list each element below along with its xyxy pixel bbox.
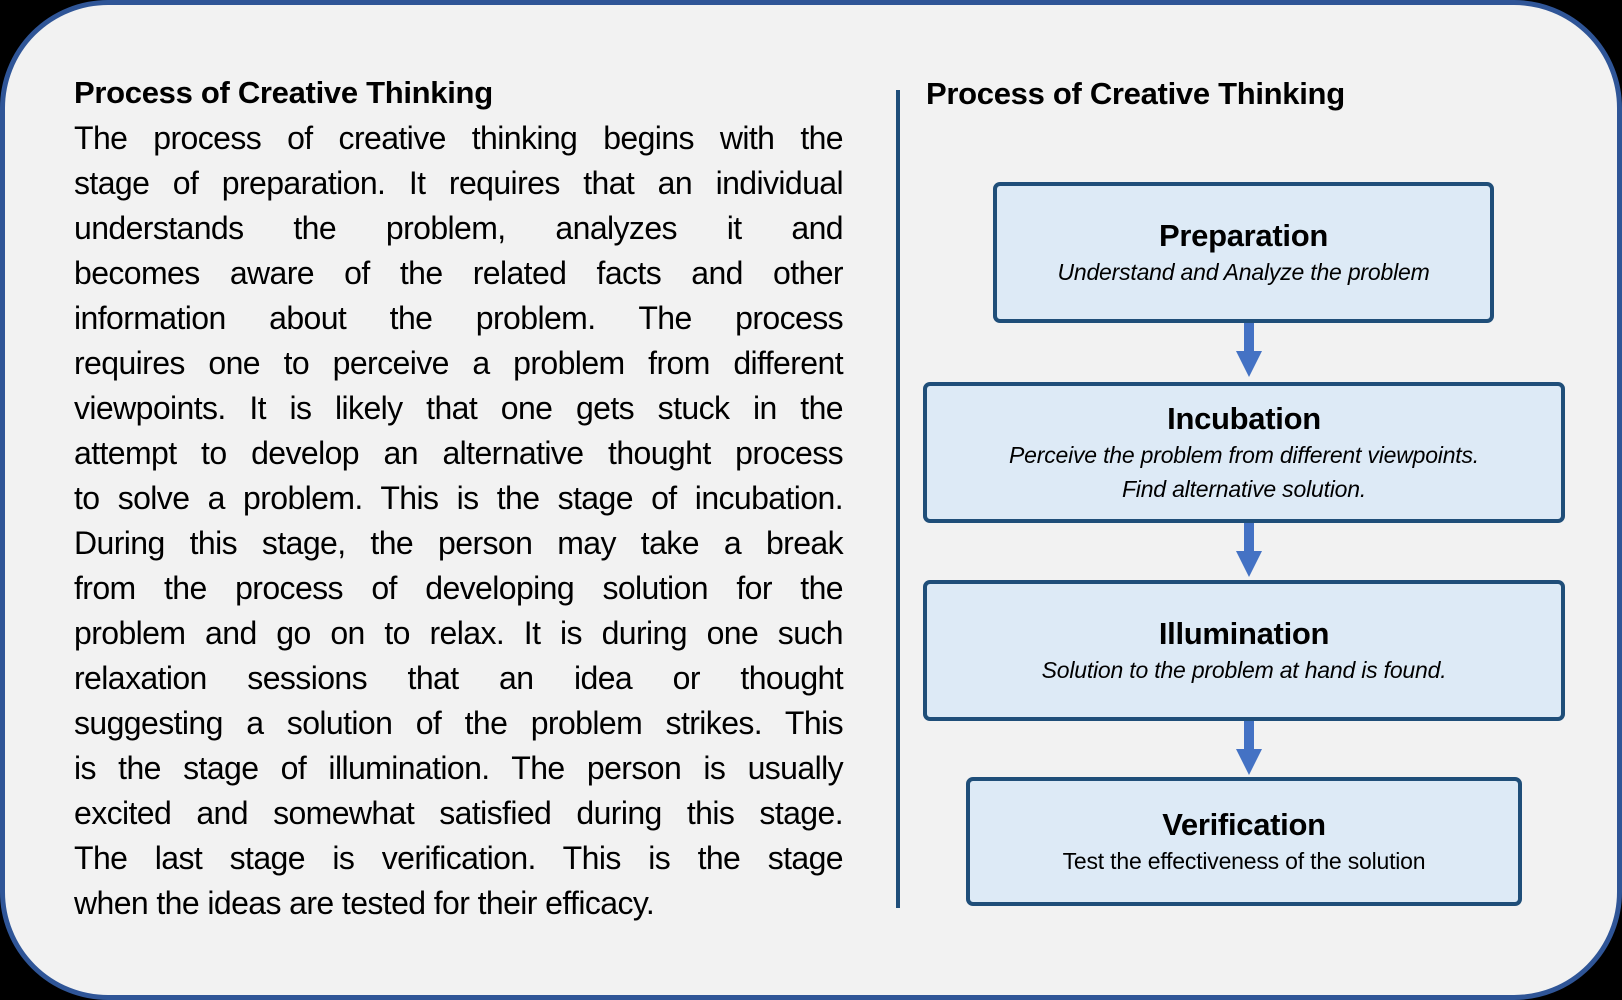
paragraph-line: understands the problem, analyzes it and (74, 210, 843, 246)
paragraph-line: to solve a problem. This is the stage of incubation. (74, 480, 843, 516)
paragraph-line: The last stage is verification. This is the stage (74, 840, 843, 876)
left-panel-title: Process of Creative Thinking (74, 75, 493, 110)
paragraph-line: information about the problem. The process (74, 300, 843, 336)
stage-name: Incubation (1167, 400, 1321, 436)
paragraph-line: problem and go on to relax. It is during one such (74, 615, 843, 651)
paragraph-line: becomes aware of the related facts and other (74, 255, 843, 291)
paragraph-line: relaxation sessions that an idea or thought (74, 660, 843, 696)
paragraph-line: During this stage, the person may take a break (74, 525, 843, 561)
description-paragraph (74, 116, 843, 926)
column-divider (896, 90, 900, 908)
stage-box-illumination (923, 580, 1565, 721)
stage-name: Illumination (1158, 615, 1330, 651)
stage-box-verification (966, 777, 1522, 906)
paragraph-line: The process of creative thinking begins with the (74, 120, 843, 156)
paragraph-line: excited and somewhat satisfied during this stage. (74, 795, 843, 831)
stage-name: Preparation (1159, 217, 1328, 253)
paragraph-line: is the stage of illumination. The person is usually (74, 750, 843, 786)
paragraph-line: attempt to develop an alternative thought process (74, 435, 843, 471)
paragraph-line: when the ideas are tested for their efficacy. (74, 885, 655, 921)
stage-description: Test the effectiveness of the solution (1062, 847, 1426, 874)
paragraph-line: requires one to perceive a problem from different (74, 345, 843, 381)
stage-box-incubation (923, 382, 1565, 523)
down-arrow-icon (1236, 523, 1262, 578)
paragraph-line: stage of preparation. It requires that an individual (74, 165, 843, 201)
stage-description: Solution to the problem at hand is found. (1041, 656, 1447, 683)
paragraph-line: suggesting a solution of the problem strikes. This (74, 705, 843, 741)
stage-description: Find alternative solution. (1121, 475, 1367, 502)
paragraph-line: from the process of developing solution for the (74, 570, 843, 606)
down-arrow-icon (1236, 721, 1262, 776)
stage-box-preparation (993, 182, 1494, 323)
right-panel-title: Process of Creative Thinking (926, 76, 1345, 111)
down-arrow-icon (1236, 323, 1262, 378)
stage-description: Perceive the problem from different viewpoints. (1009, 441, 1479, 468)
paragraph-line: viewpoints. It is likely that one gets stuck in the (74, 390, 843, 426)
stage-name: Verification (1162, 806, 1326, 842)
stage-description: Understand and Analyze the problem (1057, 258, 1430, 285)
